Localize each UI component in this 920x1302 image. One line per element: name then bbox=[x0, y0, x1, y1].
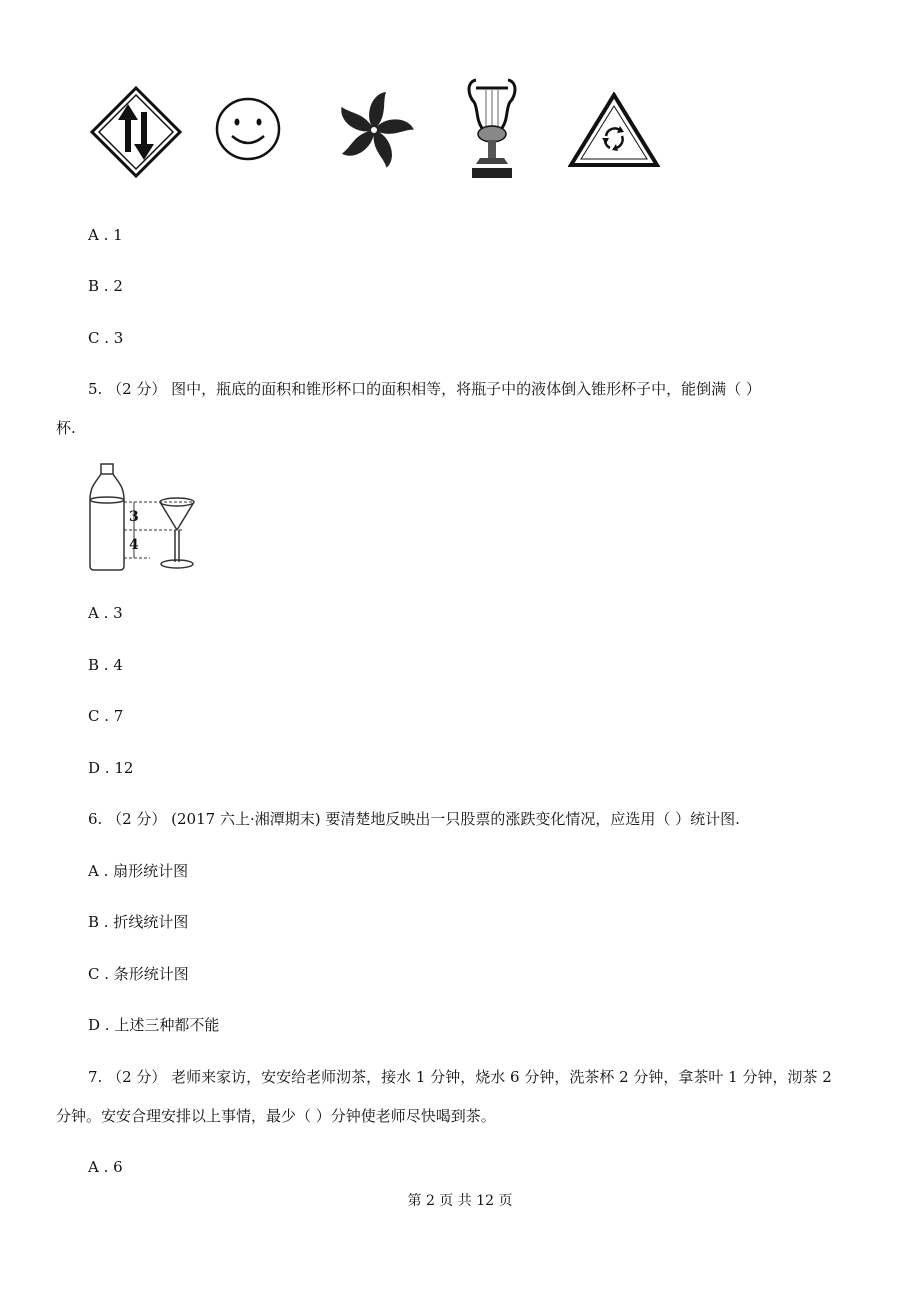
option-letter: D bbox=[88, 1016, 101, 1034]
bauhinia-flower-icon bbox=[332, 88, 416, 172]
option-letter: B bbox=[88, 656, 100, 674]
option-text: 条形统计图 bbox=[113, 965, 189, 983]
option-letter: A bbox=[88, 604, 99, 622]
q6-question-line1: 6. （2 分） (2017 六上·湘潭期末) 要清楚地反映出一只股票的涨跌变化情况，应选用（ ）统计图. bbox=[88, 810, 740, 828]
option-letter: B bbox=[88, 913, 100, 931]
q4-option-c[interactable]: C . 3 bbox=[88, 329, 124, 347]
q6-option-a[interactable]: A . 扇形统计图 bbox=[88, 862, 189, 880]
option-text: 6 bbox=[113, 1158, 123, 1176]
lyre-icon bbox=[462, 72, 522, 182]
option-letter: C bbox=[88, 329, 100, 347]
option-letter: B bbox=[88, 277, 100, 295]
height-label-top: 3 bbox=[129, 509, 139, 525]
option-text: 3 bbox=[113, 604, 123, 622]
q5-option-a[interactable]: A . 3 bbox=[88, 604, 123, 622]
option-letter: C bbox=[88, 707, 100, 725]
q5-question-line2: 杯. bbox=[56, 419, 76, 437]
option-letter: D bbox=[88, 759, 101, 777]
option-text: 12 bbox=[114, 759, 134, 777]
q4-option-b[interactable]: B . 2 bbox=[88, 277, 123, 295]
option-text: 2 bbox=[113, 277, 123, 295]
option-letter: A bbox=[88, 226, 99, 244]
q5-option-c[interactable]: C . 7 bbox=[88, 707, 124, 725]
bottle-and-cone-cup-figure bbox=[86, 462, 216, 576]
q4-option-a[interactable]: A . 1 bbox=[88, 226, 123, 244]
recycle-warning-triangle-icon bbox=[568, 92, 660, 168]
q6-option-c[interactable]: C . 条形统计图 bbox=[88, 965, 189, 983]
option-text: 4 bbox=[113, 656, 123, 674]
option-letter: A bbox=[88, 1158, 99, 1176]
option-text: 3 bbox=[113, 329, 124, 347]
q6-option-b[interactable]: B . 折线统计图 bbox=[88, 913, 189, 931]
q7-question-line1: 7. （2 分） 老师来家访，安安给老师沏茶，接水 1 分钟，烧水 6 分钟，洗茶杯 2 分钟，拿茶叶 1 分钟，沏茶 2 bbox=[88, 1068, 832, 1086]
height-label-bottom: 4 bbox=[129, 537, 139, 553]
option-text: 1 bbox=[113, 226, 123, 244]
q7-option-a[interactable]: A . 6 bbox=[88, 1158, 123, 1176]
option-text: 折线统计图 bbox=[113, 913, 189, 931]
option-text: 扇形统计图 bbox=[113, 862, 189, 880]
q5-option-b[interactable]: B . 4 bbox=[88, 656, 123, 674]
q7-question-line2: 分钟。安安合理安排以上事情，最少（ ）分钟使老师尽快喝到茶。 bbox=[56, 1107, 496, 1125]
option-text: 7 bbox=[113, 707, 124, 725]
q6-option-d[interactable]: D . 上述三种都不能 bbox=[88, 1016, 220, 1034]
smiley-face-icon bbox=[214, 96, 282, 162]
q5-option-d[interactable]: D . 12 bbox=[88, 759, 134, 777]
option-letter: A bbox=[88, 862, 99, 880]
page-footer: 第 2 页 共 12 页 bbox=[407, 1193, 513, 1209]
option-letter: C bbox=[88, 965, 100, 983]
two-way-traffic-sign-icon bbox=[90, 86, 182, 178]
option-text: 上述三种都不能 bbox=[114, 1016, 220, 1034]
q5-question-line1: 5. （2 分） 图中，瓶底的面积和锥形杯口的面积相等，将瓶子中的液体倒入锥形杯子中，能倒满（ ） bbox=[88, 380, 761, 398]
